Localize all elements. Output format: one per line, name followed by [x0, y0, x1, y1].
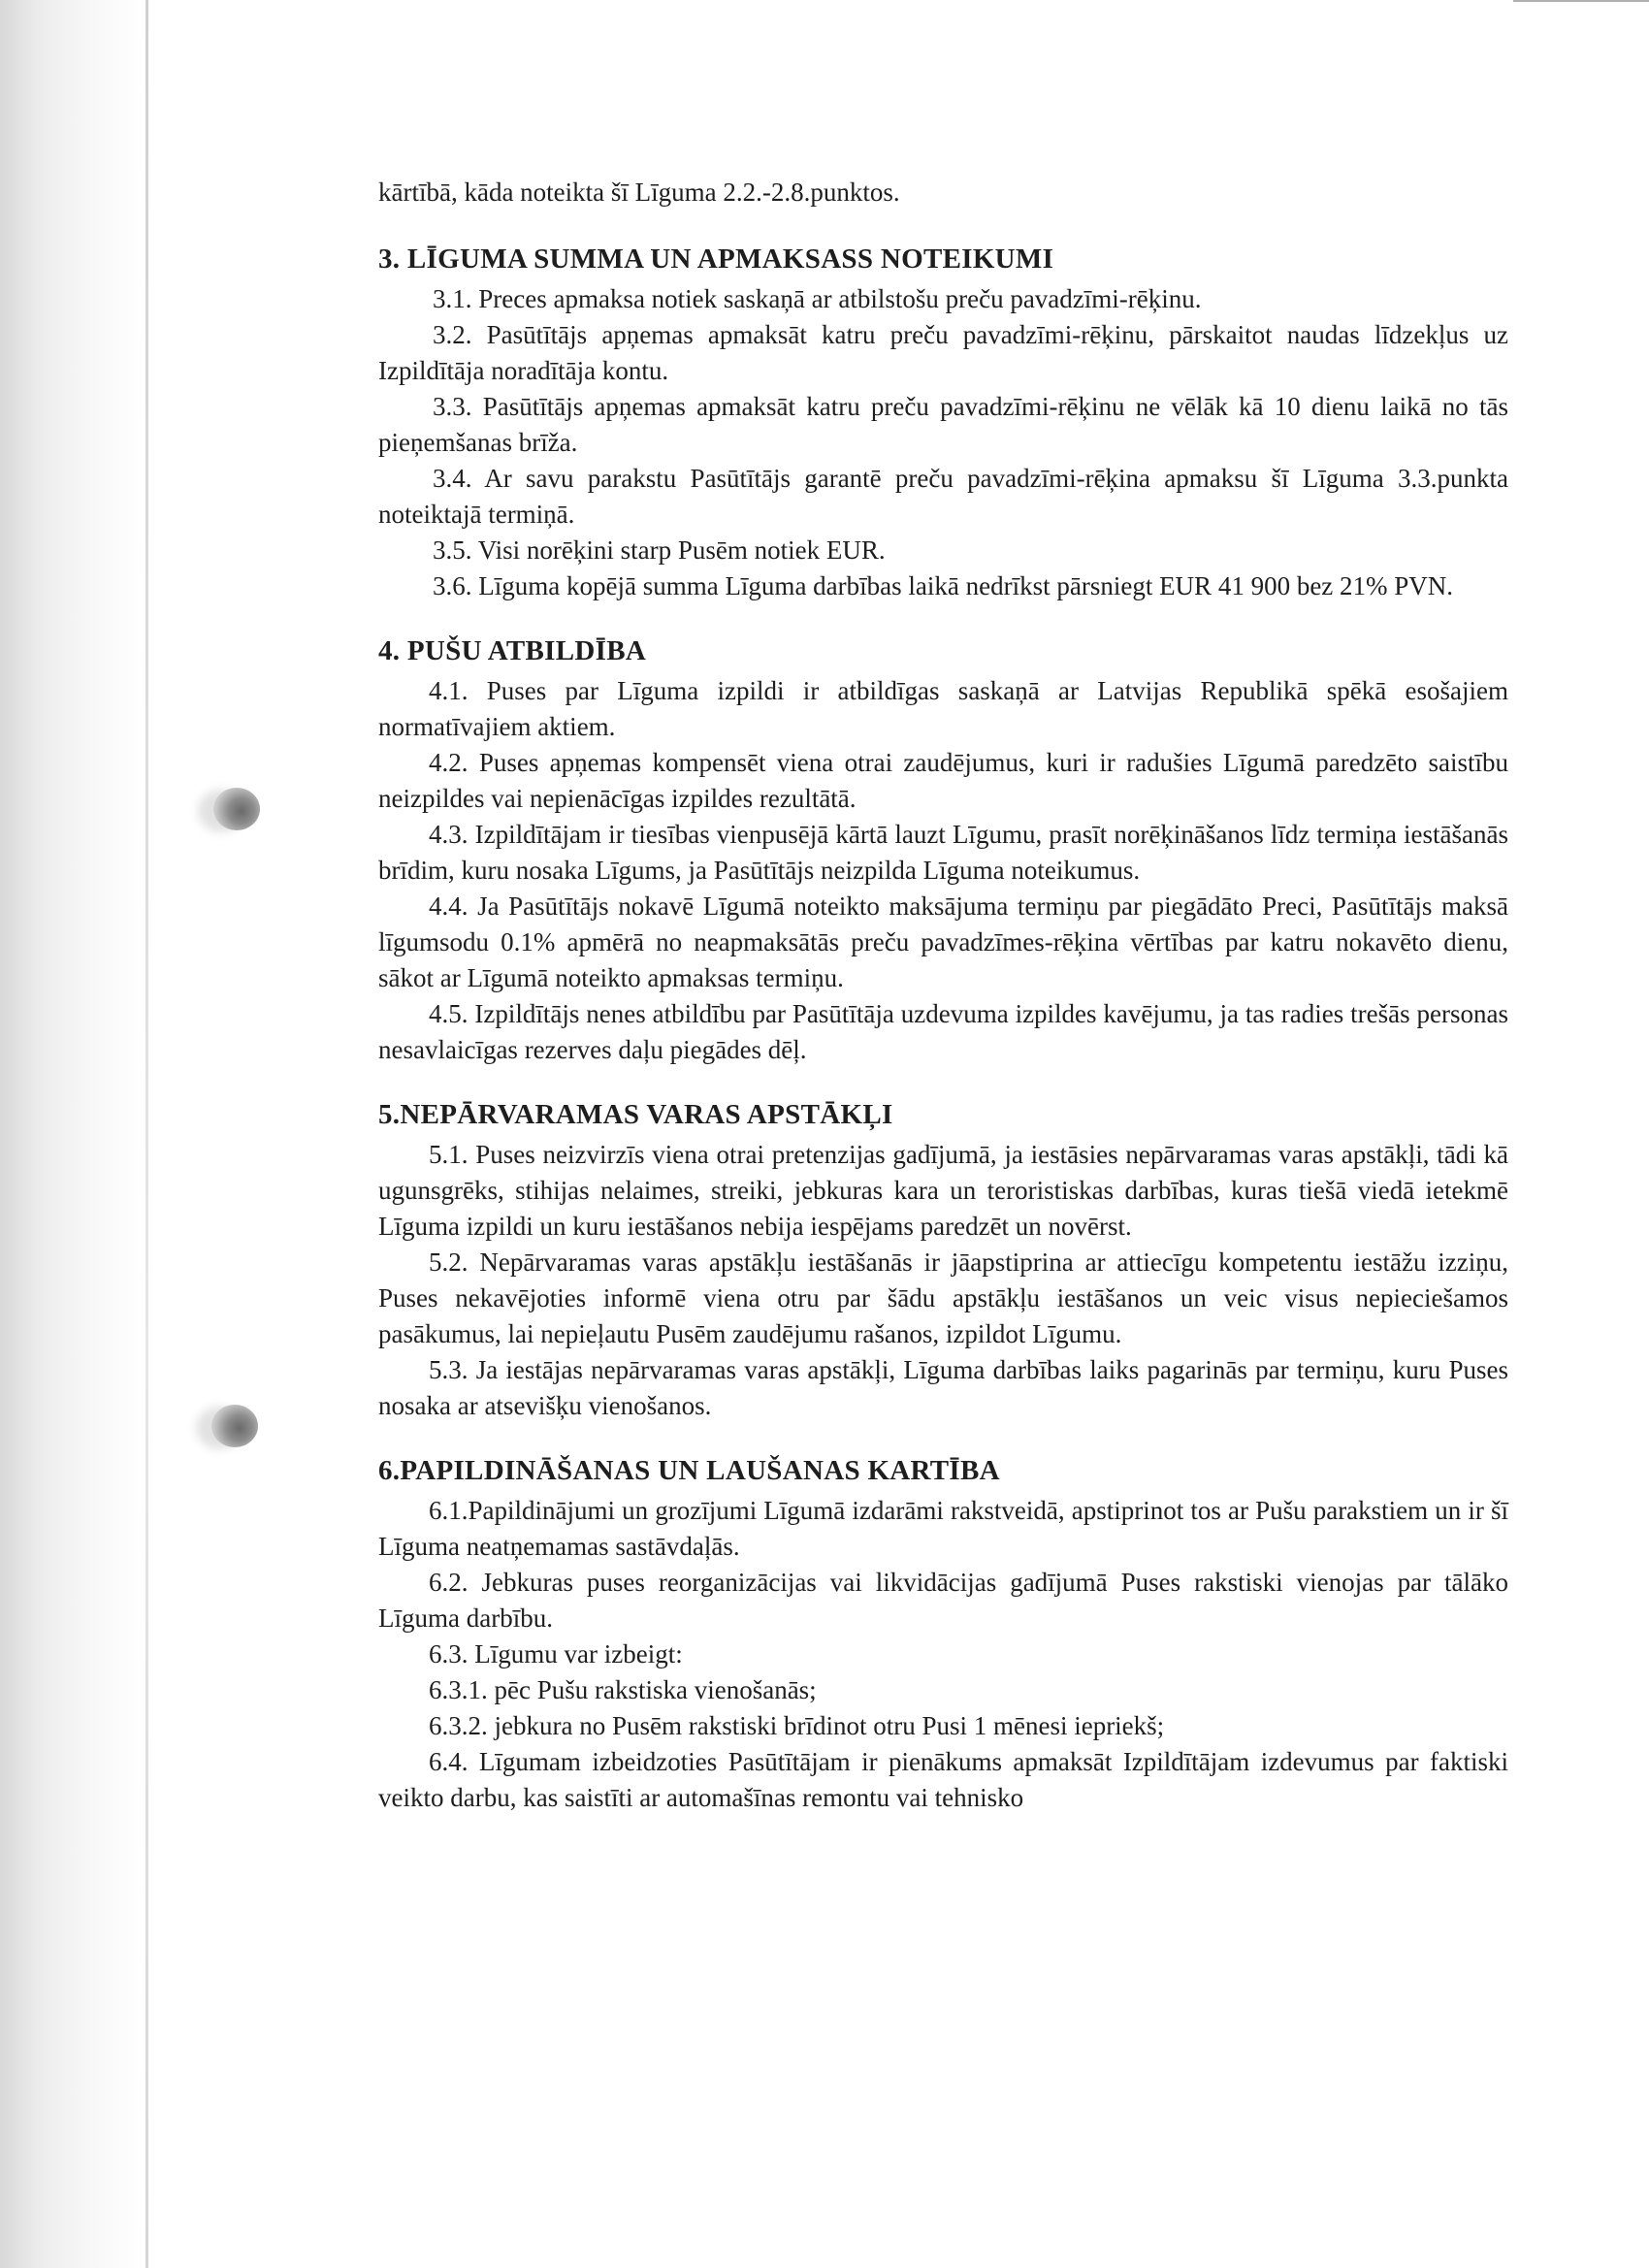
clause-5-2: 5.2. Nepārvaramas varas apstākļu iestāšanās ir jāapstiprina ar attiecīgu kompetentu iestāžu izziņu, Puses nekavējoties informē viena otru par šādu apstākļu iestāšanos un veic visus nepieciešamos pasākumus, lai nepieļautu Pusēm zaudējumu rašanos, izpildot Līgumu. — [378, 1247, 1508, 1348]
section-6-amendment-termination — [378, 1453, 1508, 1816]
clause-6-1: 6.1.Papildinājumi un grozījumi Līgumā izdarāmi rakstveidā, apstiprinot tos ar Pušu parakstiem un ir šī Līguma neatņemamas sastāvdaļās. — [378, 1496, 1508, 1561]
clause-4-1: 4.1. Puses par Līguma izpildi ir atbildīgas saskaņā ar Latvijas Republikā spēkā esošajiem normatīvajiem aktiem. — [378, 676, 1508, 741]
clause-5-1: 5.1. Puses neizvirzīs viena otrai pretenzijas gadījumā, ja iestāsies nepārvaramas varas apstākļi, tādi kā ugunsgrēks, stihijas nelaimes, streiki, jebkuras kara un teroristiskas darbības, kuras tiešā viedā ietekmē Līguma izpildi un kuru iestāšanos nebija iespējams paredzēt un novērst. — [378, 1140, 1508, 1241]
clause-3-2: 3.2. Pasūtītājs apņemas apmaksāt katru preču pavadzīmi-rēķinu, pārskaitot naudas līdzekļus uz Izpildītāja noradītāja kontu. — [378, 320, 1508, 385]
section-3-payment-terms — [378, 242, 1508, 604]
clause-4-4: 4.4. Ja Pasūtītājs nokavē Līgumā noteikto maksājuma termiņu par piegādāto Preci, Pasūtītājs maksā līgumsodu 0.1% apmērā no neapmaksātās preču pavadzīmes-rēķina vērtības par katru nokavēto dienu, sākot ar Līgumā noteikto apmaksas termiņu. — [378, 891, 1508, 992]
clause-4-3: 4.3. Izpildītājam ir tiesības vienpusējā kārtā lauzt Līgumu, prasīt norēķināšanos līdz termiņa iestāšanās brīdim, kuru nosaka Līgums, ja Pasūtītājs neizpilda Līguma noteikumus. — [378, 820, 1508, 885]
section-heading: 6.PAPILDINĀŠANAS UN LAUŠANAS KARTĪBA — [378, 1455, 1000, 1486]
scan-top-edge — [1513, 0, 1649, 2]
section-4-liability — [378, 633, 1508, 1068]
clause-4-2: 4.2. Puses apņemas kompensēt viena otrai zaudējumus, kuri ir radušies Līgumā paredzēto saistību neizpildes vai nepienācīgas izpildes rezultātā. — [378, 748, 1508, 813]
clause-3-6: 3.6. Līguma kopējā summa Līguma darbības laikā nedrīkst pārsniegt EUR 41 900 bez 21% PVN. — [433, 571, 1454, 600]
clause-4-5: 4.5. Izpildītājs nenes atbildību par Pasūtītāja uzdevuma izpildes kavējumu, ja tas radies trešās personas nesavlaicīgas rezerves daļu piegādes dēļ. — [378, 999, 1508, 1064]
section-heading: 3. LĪGUMA SUMMA UN APMAKSASS NOTEIKUMI — [378, 243, 1054, 275]
document-page — [378, 175, 1508, 1845]
clause-6-4: 6.4. Līgumam izbeidzoties Pasūtītājam ir pienākums apmaksāt Izpildītājam izdevumus par faktiski veikto darbu, kas saistīti ar automašīnas remontu vai tehnisko — [378, 1747, 1508, 1812]
section-heading: 5.NEPĀRVARAMAS VARAS APSTĀKĻI — [378, 1099, 893, 1130]
page-fold-line — [146, 0, 148, 2268]
clause-6-3-1: 6.3.1. pēc Pušu rakstiska vienošanās; — [429, 1675, 817, 1704]
clause-6-2: 6.2. Jebkuras puses reorganizācijas vai likvidācijas gadījumā Puses rakstiski vienojas par tālāko Līguma darbību. — [378, 1568, 1508, 1633]
clause-5-3: 5.3. Ja iestājas nepārvaramas varas apstākļi, Līguma darbības laiks pagarinās par termiņu, kuru Puses nosaka ar atsevišķu vienošanos. — [378, 1355, 1508, 1420]
clause-6-3: 6.3. Līgumu var izbeigt: — [429, 1639, 683, 1669]
punch-hole-icon — [213, 788, 260, 830]
scan-edge-shadow — [0, 0, 146, 2268]
intro-paragraph: kārtībā, kāda noteikta šī Līguma 2.2.-2.8.punktos. — [378, 178, 900, 207]
clause-3-1: 3.1. Preces apmaksa notiek saskaņā ar atbilstošu preču pavadzīmi-rēķinu. — [433, 284, 1202, 313]
clause-3-5: 3.5. Visi norēķini starp Pusēm notiek EUR. — [433, 535, 886, 565]
punch-hole-icon — [211, 1405, 258, 1447]
section-5-force-majeure — [378, 1097, 1508, 1424]
clause-3-3: 3.3. Pasūtītājs apņemas apmaksāt katru preču pavadzīmi-rēķinu ne vēlāk kā 10 dienu laikā no tās pieņemšanas brīža. — [378, 392, 1508, 457]
clause-6-3-2: 6.3.2. jebkura no Pusēm rakstiski brīdinot otru Pusi 1 mēnesi iepriekš; — [429, 1711, 1165, 1740]
section-heading: 4. PUŠU ATBILDĪBA — [378, 635, 647, 666]
clause-3-4: 3.4. Ar savu parakstu Pasūtītājs garantē preču pavadzīmi-rēķina apmaksu šī Līguma 3.3.punkta noteiktajā termiņā. — [378, 464, 1508, 529]
